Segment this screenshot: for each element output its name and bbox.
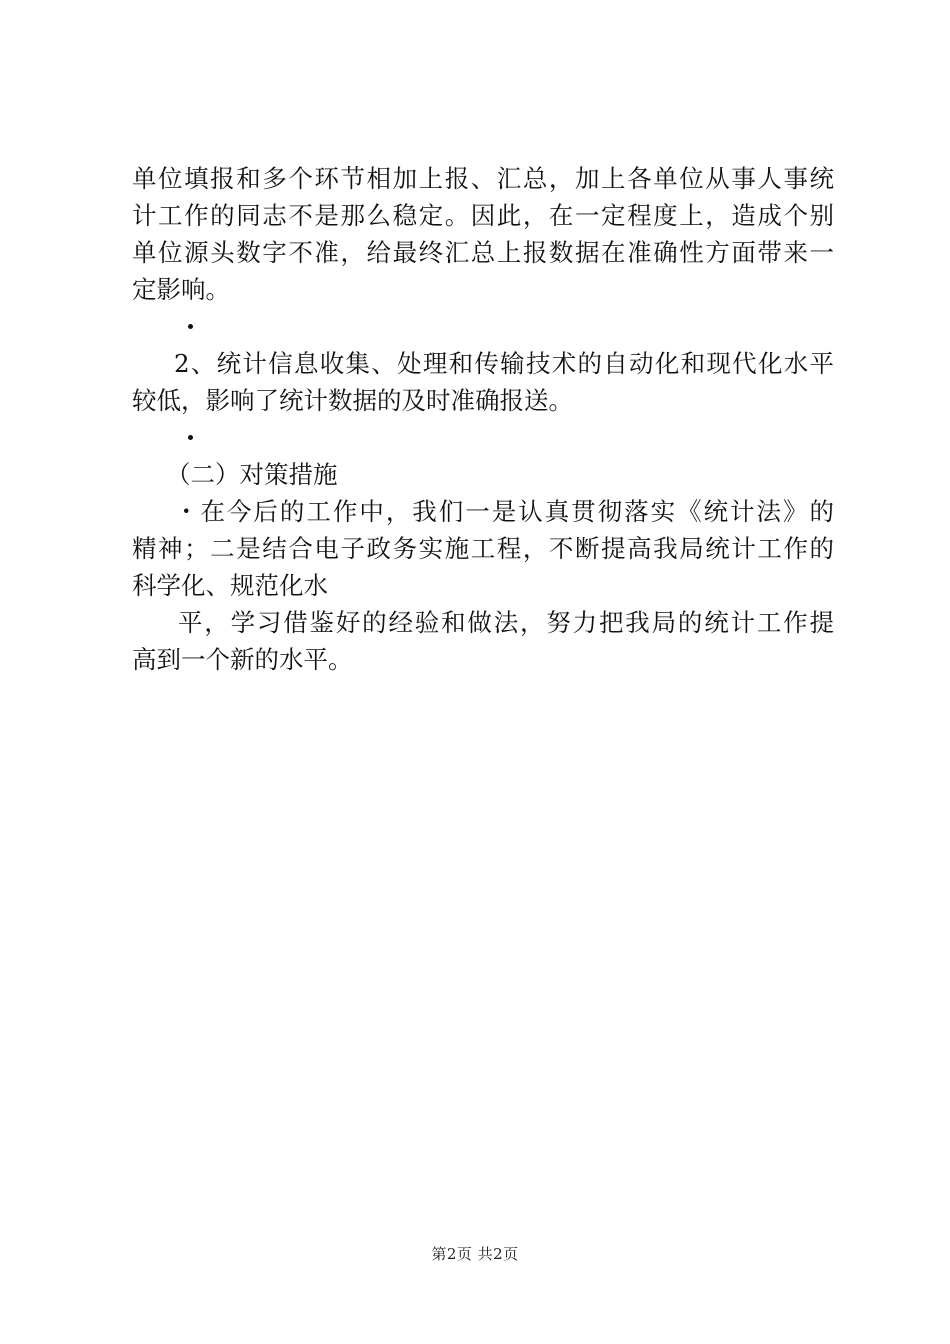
bullet-dot-icon (188, 324, 193, 329)
body-line: 平，学习借鉴好的经验和做法，努力把我局的统计工作提 (178, 608, 834, 637)
body-line: ・在今后的工作中，我们一是认真贯彻落实《统计法》的 (174, 497, 834, 526)
body-line: 定影响。 (132, 275, 230, 304)
page-number-footer: 第2页 共2页 (431, 1245, 519, 1263)
body-line: 高到一个新的水平。 (132, 645, 353, 674)
body-line: 计工作的同志不是那么稳定。因此，在一定程度上，造成个别 (132, 201, 834, 230)
document-body (132, 160, 834, 678)
numbered-paragraph-line: 2、统计信息收集、处理和传输技术的自动化和现代化水平 (174, 349, 834, 378)
body-line: 较低，影响了统计数据的及时准确报送。 (132, 386, 573, 415)
body-line: 精神；二是结合电子政务实施工程，不断提高我局统计工作的 (132, 534, 834, 563)
bullet-marker (132, 419, 834, 456)
bullet-dot-icon (188, 435, 193, 440)
body-line: 单位填报和多个环节相加上报、汇总，加上各单位从事人事统 (132, 164, 834, 193)
section-heading: （二）对策措施 (166, 460, 338, 489)
body-line: 科学化、规范化水 (132, 571, 328, 600)
body-line: 单位源头数字不准，给最终汇总上报数据在准确性方面带来一 (132, 238, 834, 267)
bullet-marker (132, 308, 834, 345)
